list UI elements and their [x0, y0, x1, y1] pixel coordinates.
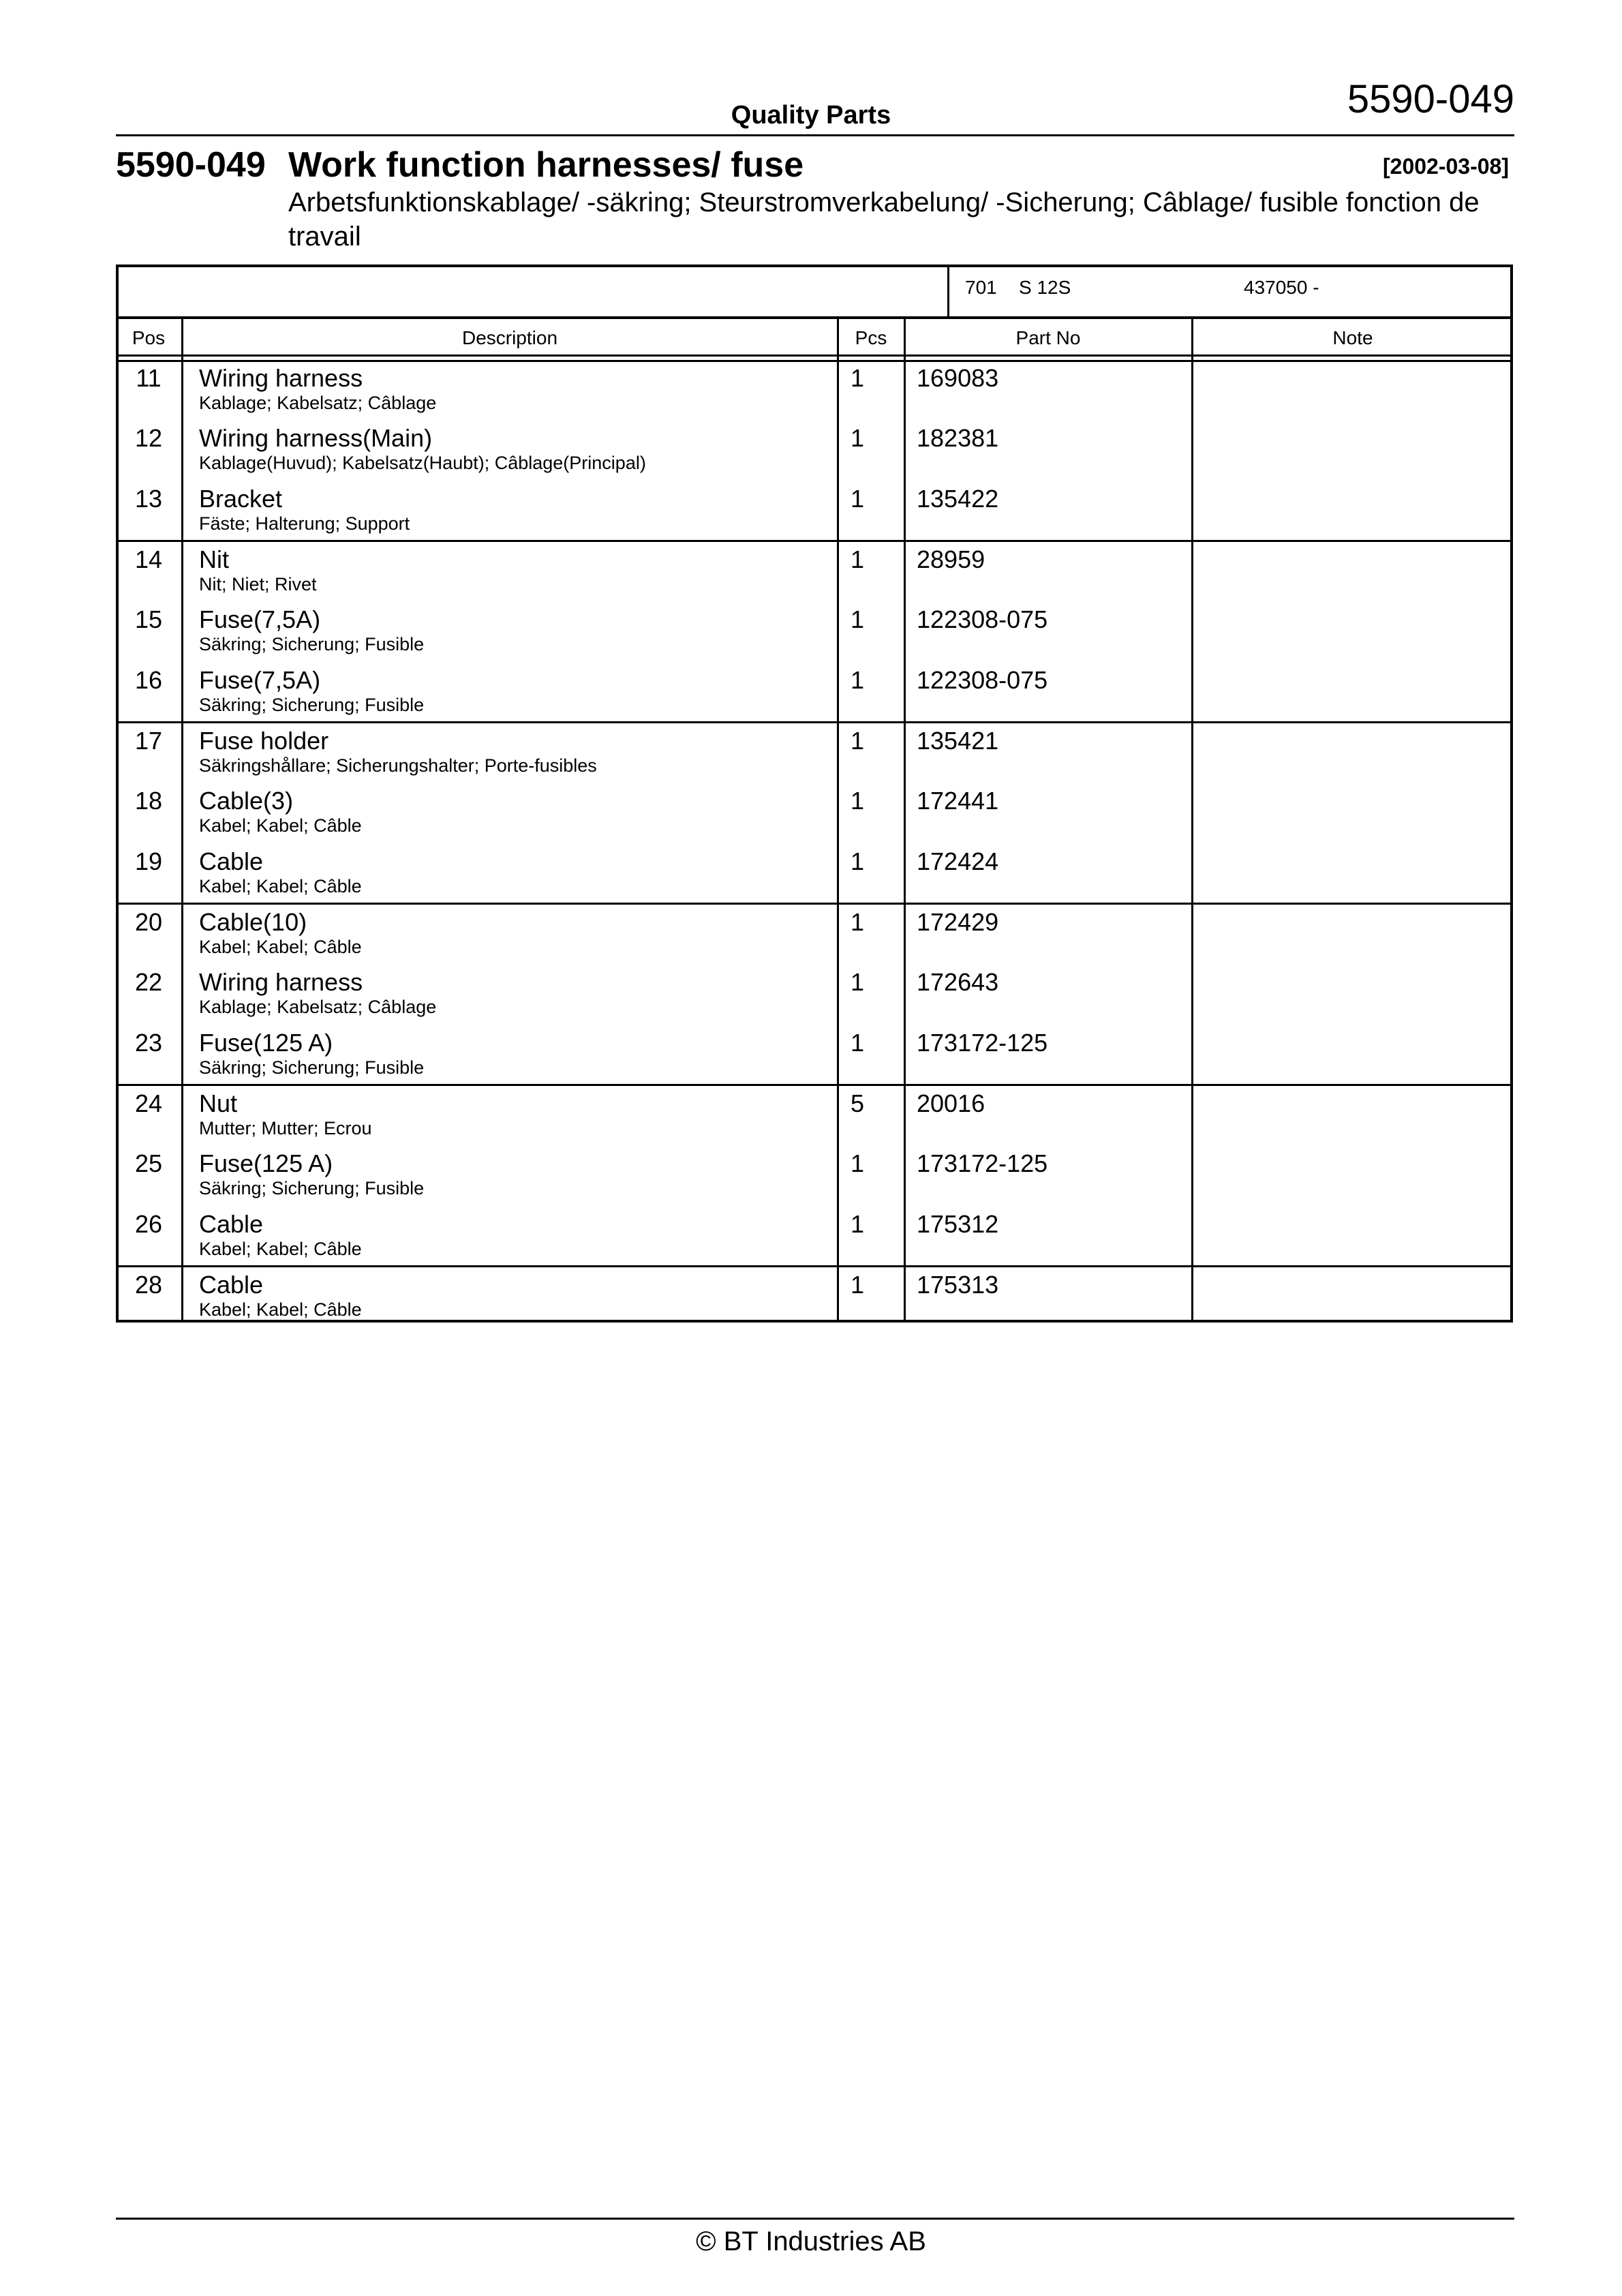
item-pos: 23	[134, 1029, 163, 1057]
item-pos: 28	[134, 1271, 163, 1299]
item-description: Cable(10)	[199, 908, 307, 936]
item-translation: Kablage; Kabelsatz; Câblage	[199, 997, 437, 1017]
item-pcs: 1	[851, 666, 865, 694]
item-part-no: 20016	[917, 1089, 985, 1117]
item-pcs: 1	[851, 1149, 865, 1177]
table-row	[116, 1271, 1513, 1331]
item-part-no: 172424	[917, 847, 999, 875]
item-translation: Mutter; Mutter; Ecrou	[199, 1118, 372, 1138]
item-pos: 14	[134, 545, 163, 573]
item-description: Cable	[199, 847, 264, 875]
item-part-no: 135422	[917, 485, 999, 513]
item-translation: Säkring; Sicherung; Fusible	[199, 634, 425, 654]
item-part-no: 172643	[917, 968, 999, 996]
table-row	[116, 666, 1513, 726]
item-pcs: 1	[851, 424, 865, 452]
col-header-part-no: Part No	[1015, 327, 1081, 348]
model-name: S 12S	[1019, 277, 1071, 298]
item-pcs: 1	[851, 545, 865, 573]
item-translation: Kabel; Kabel; Câble	[199, 1299, 362, 1320]
item-pos: 18	[134, 787, 163, 815]
table-row	[116, 545, 1513, 605]
item-description: Cable	[199, 1271, 264, 1299]
table-row	[116, 1210, 1513, 1270]
col-header-pos: Pos	[132, 327, 166, 348]
item-part-no: 175313	[917, 1271, 999, 1299]
model-code: 701	[965, 277, 997, 298]
item-description: Fuse(125 A)	[199, 1029, 333, 1057]
table-row	[116, 847, 1513, 907]
table-row	[116, 424, 1513, 484]
item-pcs: 1	[851, 727, 865, 755]
item-translation: Säkring; Sicherung; Fusible	[199, 1057, 425, 1078]
item-translation: Fäste; Halterung; Support	[199, 513, 410, 534]
item-pos: 24	[134, 1089, 163, 1117]
item-description: Fuse(7,5A)	[199, 605, 321, 633]
item-pos: 16	[134, 666, 163, 694]
item-pcs: 1	[851, 364, 865, 392]
item-translation: Kabel; Kabel; Câble	[199, 1239, 362, 1259]
item-description: Fuse(125 A)	[199, 1149, 333, 1177]
section-number: 5590-049	[116, 145, 266, 185]
item-part-no: 173172-125	[917, 1149, 1048, 1177]
item-pcs: 1	[851, 908, 865, 936]
item-translation: Säkringshållare; Sicherungshalter; Porte-fusibles	[199, 755, 597, 776]
item-translation: Kablage(Huvud); Kabelsatz(Haubt); Câblage(Principal)	[199, 453, 646, 473]
item-pos: 26	[134, 1210, 163, 1238]
item-description: Bracket	[199, 485, 283, 513]
table-row	[116, 1089, 1513, 1149]
model-cell-divider	[947, 265, 949, 318]
section-subtitle: Arbetsfunktionskablage/ -säkring; Steurstromverkabelung/ -Sicherung; Câblage/ fusible fonction de travail	[288, 187, 1480, 252]
item-pos: 19	[134, 847, 163, 875]
item-part-no: 172441	[917, 787, 999, 815]
item-description: Wiring harness	[199, 968, 363, 996]
item-translation: Kabel; Kabel; Câble	[199, 876, 362, 896]
table-row	[116, 485, 1513, 545]
item-part-no: 173172-125	[917, 1029, 1048, 1057]
section-title: Work function harnesses/ fuse	[288, 145, 804, 185]
item-part-no: 135421	[917, 727, 999, 755]
table-row	[116, 605, 1513, 665]
item-part-no: 175312	[917, 1210, 999, 1238]
item-part-no: 122308-075	[917, 666, 1048, 694]
footer-copyright: © BT Industries AB	[696, 2226, 926, 2256]
item-pcs: 1	[851, 1029, 865, 1057]
section-date: [2002-03-08]	[1383, 154, 1509, 179]
model-row-divider	[116, 316, 1513, 319]
item-part-no: 28959	[917, 545, 985, 573]
item-translation: Kabel; Kabel; Câble	[199, 937, 362, 957]
item-description: Wiring harness(Main)	[199, 424, 433, 452]
table-row	[116, 968, 1513, 1028]
item-pcs: 1	[851, 605, 865, 633]
table-row	[116, 908, 1513, 968]
table-row	[116, 364, 1513, 424]
item-pcs: 1	[851, 847, 865, 875]
item-description: Cable(3)	[199, 787, 294, 815]
item-pcs: 1	[851, 1271, 865, 1299]
item-translation: Kablage; Kabelsatz; Câblage	[199, 393, 437, 413]
item-pcs: 1	[851, 787, 865, 815]
table-row	[116, 787, 1513, 847]
item-pcs: 1	[851, 968, 865, 996]
item-pos: 15	[134, 605, 163, 633]
header-rule-top	[116, 354, 1513, 357]
item-part-no: 182381	[917, 424, 999, 452]
item-translation: Säkring; Sicherung; Fusible	[199, 695, 425, 715]
footer-divider	[116, 2218, 1514, 2220]
item-pos: 20	[134, 908, 163, 936]
item-pos: 11	[136, 364, 162, 392]
item-part-no: 122308-075	[917, 605, 1048, 633]
model-serial: 437050 -	[1244, 277, 1319, 298]
page-header-title: Quality Parts	[731, 101, 891, 130]
item-description: Nut	[199, 1089, 238, 1117]
table-row	[116, 1029, 1513, 1089]
col-header-pcs: Pcs	[855, 327, 887, 348]
col-header-description: Description	[461, 327, 558, 348]
item-pos: 17	[134, 727, 163, 755]
item-description: Nit	[199, 545, 229, 573]
col-header-note: Note	[1332, 327, 1373, 348]
item-pcs: 5	[851, 1089, 865, 1117]
item-translation: Nit; Niet; Rivet	[199, 574, 317, 594]
item-part-no: 172429	[917, 908, 999, 936]
item-description: Fuse(7,5A)	[199, 666, 321, 694]
item-pcs: 1	[851, 485, 865, 513]
item-pos: 25	[134, 1149, 163, 1177]
item-description: Wiring harness	[199, 364, 363, 392]
header-divider	[116, 134, 1514, 136]
item-description: Cable	[199, 1210, 264, 1238]
item-part-no: 169083	[917, 364, 999, 392]
item-pos: 13	[134, 485, 163, 513]
item-pcs: 1	[851, 1210, 865, 1238]
item-pos: 22	[134, 968, 163, 996]
item-description: Fuse holder	[199, 727, 329, 755]
table-row	[116, 1149, 1513, 1209]
page-number-header: 5590-049	[1347, 77, 1514, 121]
item-translation: Kabel; Kabel; Câble	[199, 815, 362, 836]
table-row	[116, 727, 1513, 787]
item-translation: Säkring; Sicherung; Fusible	[199, 1178, 425, 1198]
header-rule-bottom	[116, 360, 1513, 362]
item-pos: 12	[134, 424, 163, 452]
